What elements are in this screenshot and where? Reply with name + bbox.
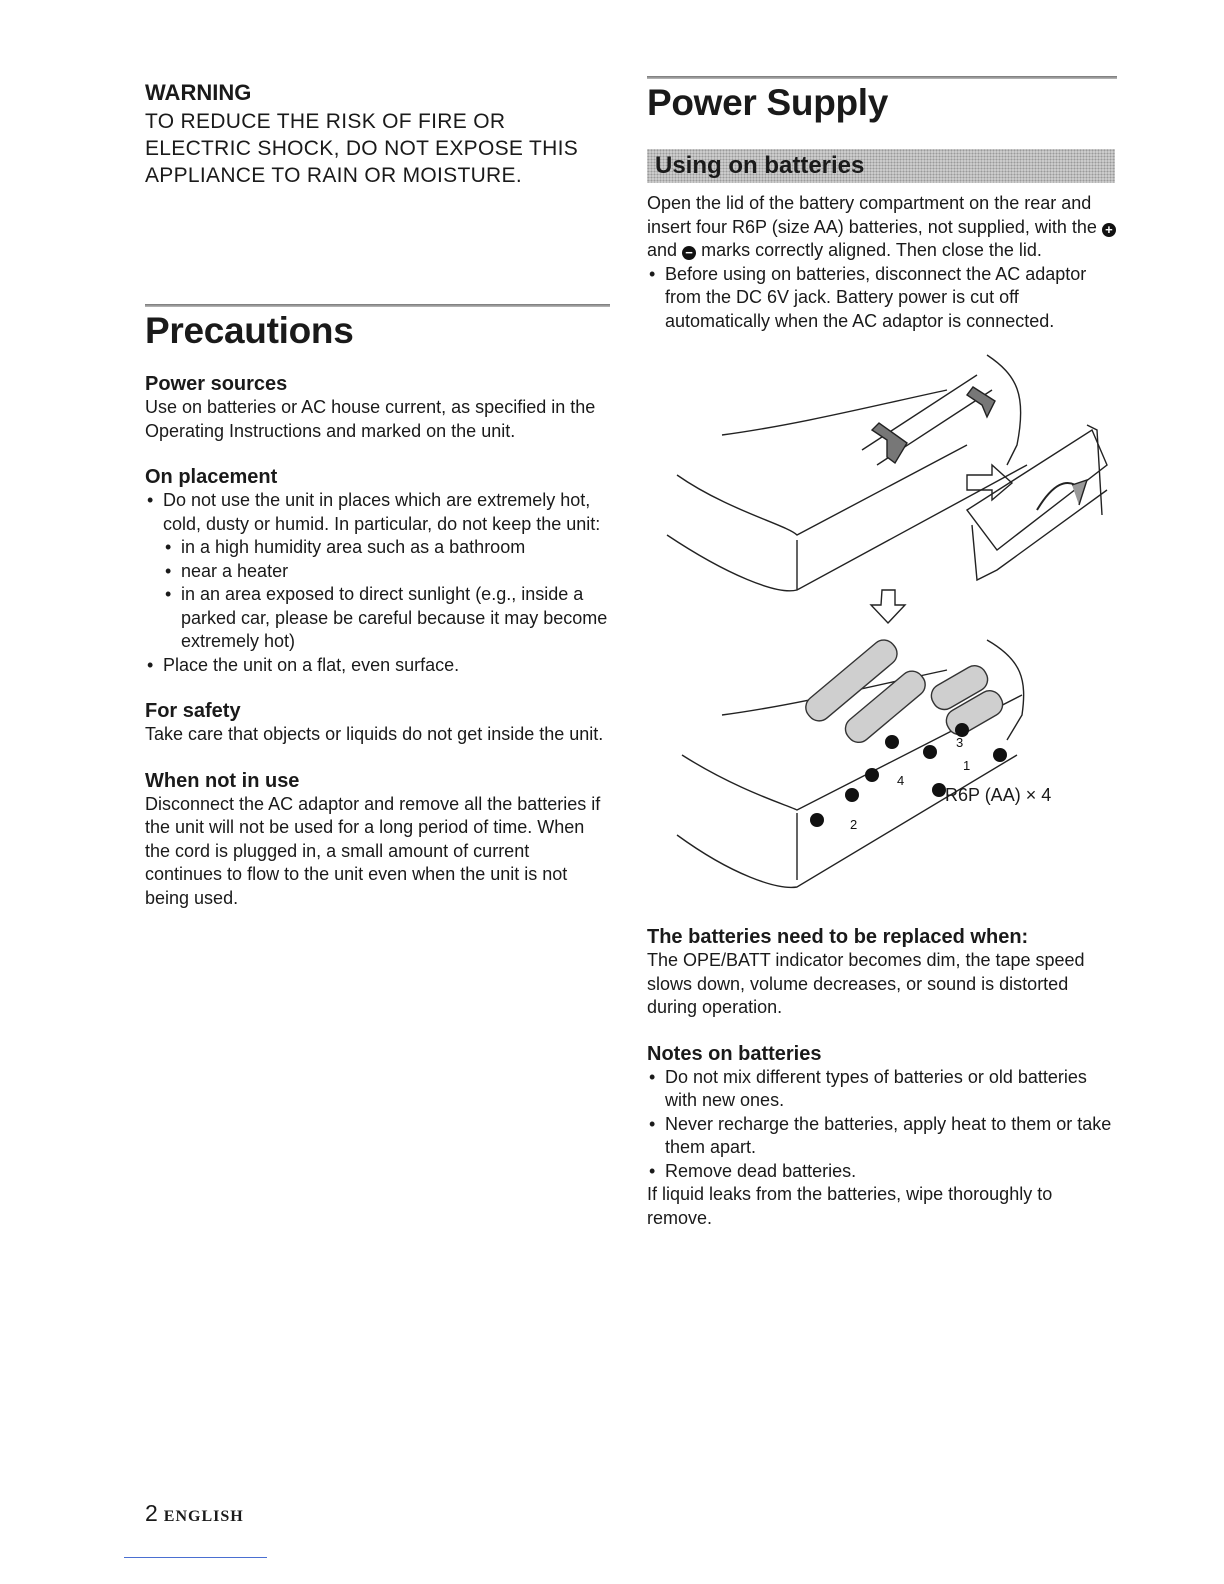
replace-text: The OPE/BATT indicator becomes dim, the tape speed slows down, volume decreases, or sound is distorted during operation. bbox=[647, 950, 1085, 1017]
battery-illustration bbox=[647, 335, 1117, 925]
warning-text: TO REDUCE THE RISK OF FIRE OR ELECTRIC SHOCK, DO NOT EXPOSE THIS APPLIANCE TO RAIN OR MOISTURE. bbox=[145, 110, 579, 187]
list-item: • in an area exposed to direct sunlight (e.g., inside a parked car, please be careful because it may become extremely hot) bbox=[163, 583, 610, 654]
safety-heading: For safety bbox=[145, 700, 241, 722]
plus-icon: + bbox=[1102, 223, 1116, 237]
using-on-batteries-heading bbox=[647, 149, 1115, 183]
language-label: ENGLISH bbox=[163, 1508, 244, 1525]
figure-label: R6P (AA) × 4 bbox=[945, 785, 1052, 805]
power-supply-title: Power Supply bbox=[647, 82, 889, 123]
battery-intro bbox=[647, 192, 1117, 263]
right-column bbox=[647, 76, 1117, 1230]
divider bbox=[124, 1557, 267, 1558]
precautions-title: Precautions bbox=[145, 310, 354, 351]
warning-section bbox=[145, 80, 610, 189]
safety-section bbox=[145, 699, 610, 747]
list-item bbox=[145, 489, 610, 654]
list-item: • Before using on batteries, disconnect the AC adaptor from the DC 6V jack. Battery power is cut off automatically when the AC adaptor is connected. bbox=[647, 263, 1117, 334]
section-rule bbox=[145, 304, 610, 307]
not-in-use-heading: When not in use bbox=[145, 769, 300, 792]
notes-text: If liquid leaks from the batteries, wipe thoroughly to remove. bbox=[647, 1184, 1053, 1228]
left-column bbox=[145, 80, 610, 910]
page-footer bbox=[145, 1500, 244, 1527]
battery-number: 1 bbox=[963, 758, 971, 773]
list-item: • Place the unit on a flat, even surface. bbox=[145, 654, 610, 678]
placement-sublist bbox=[163, 536, 610, 654]
placement-list bbox=[145, 489, 610, 677]
notes-section bbox=[647, 1042, 1117, 1231]
placement-bullet-text: Do not use the unit in places which are extremely hot, cold, dusty or humid. In particular, do not keep the unit: bbox=[163, 490, 601, 534]
battery-note-list bbox=[647, 263, 1117, 334]
replace-section bbox=[647, 925, 1117, 1020]
placement-section bbox=[145, 465, 610, 677]
minus-icon: − bbox=[682, 246, 696, 260]
safety-text: Take care that objects or liquids do not get inside the unit. bbox=[145, 724, 604, 744]
intro-text-a: Open the lid of the battery compartment on the rear and insert four R6P (size AA) batteries, not supplied, with the bbox=[647, 193, 1097, 237]
power-sources-section bbox=[145, 372, 610, 443]
power-sources-heading: Power sources bbox=[145, 373, 288, 395]
notes-heading: Notes on batteries bbox=[647, 1042, 822, 1065]
not-in-use-section bbox=[145, 769, 610, 911]
battery-number: 4 bbox=[897, 773, 905, 788]
intro-text-b: marks correctly aligned. Then close the lid. bbox=[701, 240, 1042, 260]
list-item: • in a high humidity area such as a bathroom bbox=[163, 536, 610, 560]
battery-number: 2 bbox=[850, 817, 858, 832]
notes-list bbox=[647, 1066, 1117, 1184]
replace-heading: The batteries need to be replaced when: bbox=[647, 926, 1029, 948]
battery-number: 3 bbox=[956, 735, 964, 750]
list-item: • Do not mix different types of batteries or old batteries with new ones. bbox=[647, 1066, 1117, 1113]
not-in-use-text: Disconnect the AC adaptor and remove all the batteries if the unit will not be used for a long period of time. When the cord is plugged in, a small amount of current continues to flow to the unit even when the unit is not being used. bbox=[145, 793, 601, 908]
battery-compartment-figure bbox=[647, 335, 1117, 925]
list-item: • Remove dead batteries. bbox=[647, 1160, 1117, 1184]
page-number: 2 bbox=[145, 1500, 158, 1526]
list-item: • near a heater bbox=[163, 560, 610, 584]
section-rule bbox=[647, 76, 1117, 79]
warning-title: WARNING bbox=[145, 80, 252, 105]
intro-and: and bbox=[647, 240, 678, 260]
placement-heading: On placement bbox=[145, 466, 278, 488]
power-sources-text: Use on batteries or AC house current, as specified in the Operating Instructions and marked on the unit. bbox=[145, 397, 596, 441]
subheading-text: Using on batteries bbox=[655, 152, 865, 179]
list-item: • Never recharge the batteries, apply heat to them or take them apart. bbox=[647, 1113, 1117, 1160]
